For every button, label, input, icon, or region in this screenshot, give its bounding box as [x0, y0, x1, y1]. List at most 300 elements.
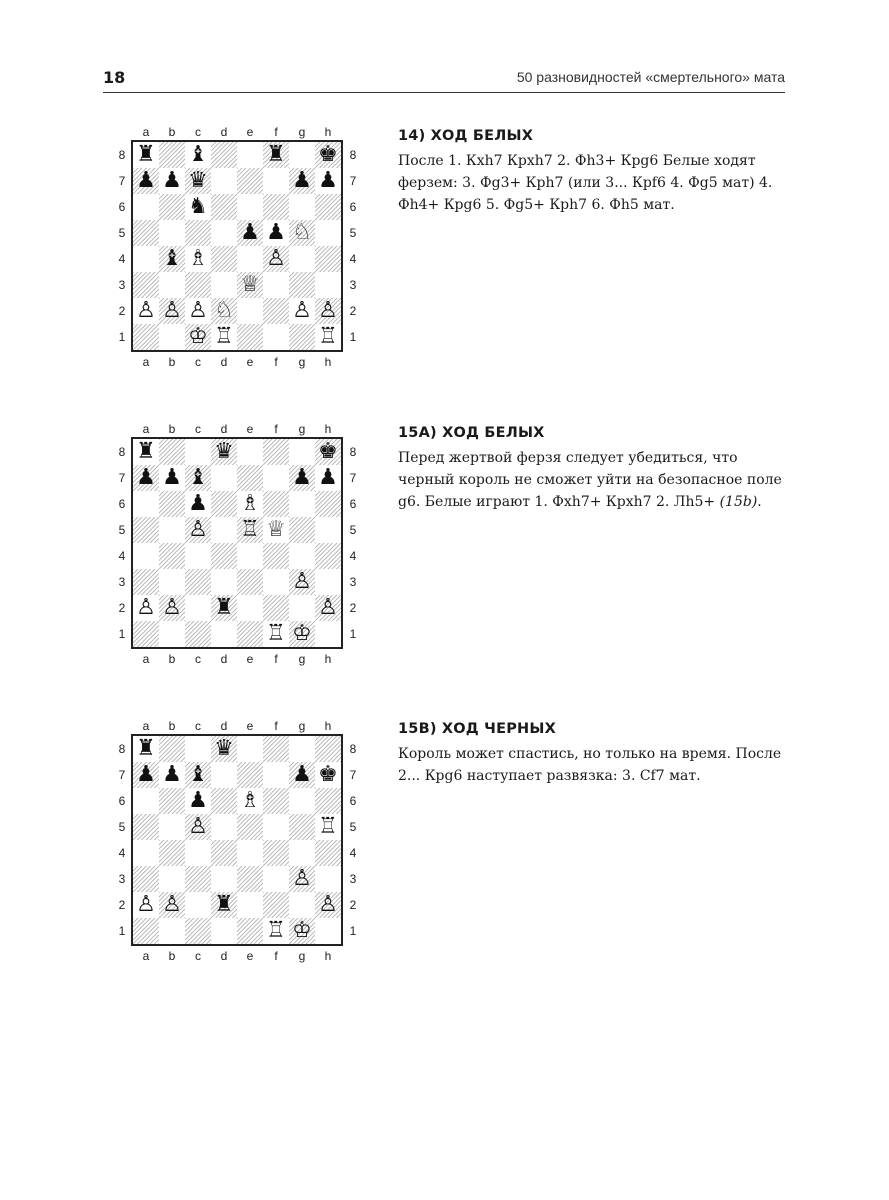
board-square: [211, 621, 237, 647]
chess-piece-icon: ♜: [214, 595, 234, 620]
board-square: [159, 569, 185, 595]
board-square: [211, 892, 237, 918]
board-square: [185, 491, 211, 517]
board-square: [133, 324, 159, 350]
file-label: a: [142, 652, 150, 666]
board-square: [185, 892, 211, 918]
file-label: d: [220, 355, 228, 369]
board-square: [315, 569, 341, 595]
board-square: [289, 142, 315, 168]
rank-label: 5: [118, 820, 126, 834]
chess-piece-icon: ♔: [188, 324, 208, 349]
rank-label: 5: [349, 820, 357, 834]
board-square: [185, 298, 211, 324]
section-14: [398, 128, 784, 216]
file-labels-top: [133, 125, 341, 139]
board-square: [315, 840, 341, 866]
file-label: b: [168, 652, 176, 666]
file-label: h: [324, 949, 332, 963]
chess-piece-icon: ♖: [214, 324, 234, 349]
board-square: [315, 736, 341, 762]
board-square: [185, 168, 211, 194]
file-label: g: [298, 719, 306, 733]
file-label: g: [298, 949, 306, 963]
board-square: [159, 517, 185, 543]
board-square: [289, 272, 315, 298]
chess-piece-icon: ♙: [162, 298, 182, 323]
board-square: [263, 918, 289, 944]
board-square: [133, 517, 159, 543]
board-square: [159, 465, 185, 491]
board-square: [237, 465, 263, 491]
board-square: [237, 298, 263, 324]
board-square: [185, 246, 211, 272]
rank-label: 1: [349, 627, 357, 641]
chess-piece-icon: ♖: [318, 814, 338, 839]
board-square: [133, 142, 159, 168]
rank-label: 2: [118, 601, 126, 615]
board-square: [133, 220, 159, 246]
file-label: b: [168, 949, 176, 963]
file-label: d: [220, 949, 228, 963]
board-square: [185, 595, 211, 621]
chess-piece-icon: ♜: [214, 892, 234, 917]
chess-piece-icon: ♝: [162, 246, 182, 271]
chess-piece-icon: ♟: [240, 220, 260, 245]
board-square: [159, 788, 185, 814]
rank-label: 8: [118, 742, 126, 756]
file-label: g: [298, 355, 306, 369]
board-square: [237, 168, 263, 194]
file-label: c: [195, 719, 201, 733]
board-square: [211, 866, 237, 892]
board-square: [263, 272, 289, 298]
board-square: [315, 142, 341, 168]
board-square: [289, 762, 315, 788]
rank-label: 2: [349, 898, 357, 912]
file-label: g: [298, 652, 306, 666]
rank-label: 7: [349, 471, 357, 485]
board-square: [211, 439, 237, 465]
board-square: [237, 272, 263, 298]
section-text: [398, 447, 784, 513]
file-label: e: [246, 355, 254, 369]
file-label: h: [324, 125, 332, 139]
file-label: e: [246, 719, 254, 733]
board-square: [211, 298, 237, 324]
board-square: [263, 840, 289, 866]
board-square: [211, 736, 237, 762]
board-square: [263, 892, 289, 918]
board-square: [237, 491, 263, 517]
board-square: [237, 621, 263, 647]
board-square: [133, 168, 159, 194]
rank-label: 6: [349, 497, 357, 511]
board-square: [263, 788, 289, 814]
file-label: e: [246, 125, 254, 139]
rank-label: 4: [118, 846, 126, 860]
rank-label: 4: [118, 549, 126, 563]
board-square: [263, 543, 289, 569]
section-text: После 1. Кxh7 Крxh7 2. Фh3+ Крg6 Белые ходят ферзем: 3. Фg3+ Крh7 (или 3... Крf6 4. Фg5 мат) 4. Фh4+ Крg6 5. Фg5+ Крh7 6. Фh5 мат.: [398, 153, 773, 213]
board-square: [133, 439, 159, 465]
chess-piece-icon: ♟: [188, 491, 208, 516]
chess-board: [131, 437, 343, 649]
board-square: [263, 569, 289, 595]
board-square: [159, 840, 185, 866]
chess-piece-icon: ♙: [188, 517, 208, 542]
rank-label: 6: [118, 200, 126, 214]
board-square: [263, 465, 289, 491]
board-square: [237, 892, 263, 918]
board-square: [237, 788, 263, 814]
rank-label: 1: [349, 924, 357, 938]
diagram-reference: (15b): [719, 494, 758, 510]
rank-label: 6: [349, 200, 357, 214]
board-square: [315, 892, 341, 918]
chess-piece-icon: ♟: [136, 762, 156, 787]
board-square: [185, 194, 211, 220]
board-square: [237, 517, 263, 543]
chess-piece-icon: ♟: [162, 762, 182, 787]
rank-label: 3: [349, 278, 357, 292]
board-square: [133, 840, 159, 866]
board-square: [211, 595, 237, 621]
rank-label: 6: [118, 497, 126, 511]
rank-label: 4: [349, 252, 357, 266]
board-square: [211, 762, 237, 788]
board-square: [289, 543, 315, 569]
rank-label: 7: [118, 768, 126, 782]
file-label: h: [324, 355, 332, 369]
board-square: [133, 918, 159, 944]
board-square: [237, 194, 263, 220]
board-square: [289, 621, 315, 647]
chess-piece-icon: ♗: [240, 788, 260, 813]
rank-label: 7: [118, 471, 126, 485]
chess-piece-icon: ♙: [162, 595, 182, 620]
board-square: [185, 324, 211, 350]
chess-piece-icon: ♟: [188, 788, 208, 813]
page-header: [103, 62, 785, 93]
file-label: c: [195, 355, 201, 369]
board-square: [315, 465, 341, 491]
board-square: [159, 298, 185, 324]
board-square: [211, 840, 237, 866]
board-square: [159, 814, 185, 840]
board-square: [263, 142, 289, 168]
board-square: [185, 918, 211, 944]
board-square: [185, 788, 211, 814]
board-square: [185, 517, 211, 543]
chess-piece-icon: ♗: [188, 246, 208, 271]
file-label: h: [324, 719, 332, 733]
board-square: [315, 324, 341, 350]
board-square: [211, 814, 237, 840]
section-15a: [398, 425, 784, 513]
chess-piece-icon: ♚: [318, 439, 338, 464]
page-number: 18: [103, 68, 126, 87]
file-label: d: [220, 125, 228, 139]
board-square: [211, 569, 237, 595]
file-label: f: [274, 355, 278, 369]
rank-label: 1: [349, 330, 357, 344]
board-square: [159, 168, 185, 194]
board-square: [159, 491, 185, 517]
board-square: [133, 595, 159, 621]
chess-piece-icon: ♔: [292, 918, 312, 943]
board-square: [185, 465, 211, 491]
board-square: [237, 543, 263, 569]
board-square: [315, 298, 341, 324]
board-square: [185, 866, 211, 892]
board-square: [263, 439, 289, 465]
board-square: [133, 866, 159, 892]
section-text-main: Перед жертвой ферзя следует убедиться, что черный король не сможет уйти на безопасное поле g6. Белые играют 1. Фxh7+ Крxh7 2. Лh5+: [398, 450, 782, 510]
board-square: [159, 595, 185, 621]
board-square: [185, 840, 211, 866]
board-square: [263, 866, 289, 892]
file-label: a: [142, 422, 150, 436]
rank-labels-right: [345, 736, 361, 944]
section-15b: [398, 721, 784, 787]
board-square: [133, 736, 159, 762]
board-square: [289, 814, 315, 840]
board-square: [263, 220, 289, 246]
board-square: [133, 814, 159, 840]
file-label: f: [274, 719, 278, 733]
board-square: [211, 918, 237, 944]
chess-piece-icon: ♙: [318, 298, 338, 323]
board-square: [159, 272, 185, 298]
board-square: [315, 194, 341, 220]
board-square: [315, 762, 341, 788]
rank-label: 4: [349, 549, 357, 563]
chess-piece-icon: ♕: [240, 272, 260, 297]
chess-piece-icon: ♜: [266, 142, 286, 167]
rank-label: 8: [349, 742, 357, 756]
board-square: [315, 220, 341, 246]
board-square: [237, 918, 263, 944]
rank-label: 3: [118, 575, 126, 589]
board-square: [185, 621, 211, 647]
rank-label: 7: [349, 768, 357, 782]
board-square: [315, 621, 341, 647]
board-square: [133, 194, 159, 220]
rank-label: 2: [118, 898, 126, 912]
rank-labels-right: [345, 142, 361, 350]
chess-piece-icon: ♙: [136, 298, 156, 323]
board-square: [289, 439, 315, 465]
file-label: f: [274, 652, 278, 666]
chess-piece-icon: ♛: [214, 736, 234, 761]
board-square: [289, 220, 315, 246]
board-square: [263, 298, 289, 324]
board-square: [211, 194, 237, 220]
board-square: [133, 762, 159, 788]
chess-piece-icon: ♖: [240, 517, 260, 542]
rank-label: 7: [118, 174, 126, 188]
file-labels-bottom: [133, 949, 341, 963]
file-label: c: [195, 652, 201, 666]
section-text: Король может спастись, но только на время. После 2... Крg6 наступает развязка: 3. Cf7 мат.: [398, 746, 782, 784]
board-square: [315, 814, 341, 840]
board-square: [289, 892, 315, 918]
board-square: [263, 814, 289, 840]
board-square: [237, 439, 263, 465]
rank-label: 7: [349, 174, 357, 188]
board-square: [315, 517, 341, 543]
board-square: [133, 272, 159, 298]
board-square: [263, 324, 289, 350]
rank-label: 3: [118, 278, 126, 292]
board-square: [237, 736, 263, 762]
chess-board: [131, 734, 343, 946]
chess-piece-icon: ♙: [292, 298, 312, 323]
file-label: d: [220, 422, 228, 436]
board-square: [289, 517, 315, 543]
file-label: g: [298, 125, 306, 139]
board-square: [211, 246, 237, 272]
file-labels-bottom: [133, 355, 341, 369]
chess-piece-icon: ♟: [318, 465, 338, 490]
chess-piece-icon: ♛: [214, 439, 234, 464]
chess-piece-icon: ♜: [136, 439, 156, 464]
board-square: [289, 569, 315, 595]
rank-label: 1: [118, 330, 126, 344]
board-square: [133, 788, 159, 814]
board-square: [315, 918, 341, 944]
chess-piece-icon: ♙: [136, 892, 156, 917]
file-label: f: [274, 125, 278, 139]
board-square: [185, 569, 211, 595]
board-square: [159, 866, 185, 892]
board-square: [237, 762, 263, 788]
rank-label: 6: [349, 794, 357, 808]
file-label: c: [195, 422, 201, 436]
board-square: [289, 168, 315, 194]
board-square: [237, 840, 263, 866]
board-square: [289, 194, 315, 220]
chess-piece-icon: ♙: [162, 892, 182, 917]
rank-label: 2: [118, 304, 126, 318]
chess-piece-icon: ♝: [188, 142, 208, 167]
rank-label: 8: [118, 148, 126, 162]
section-heading: 15B) ХОД ЧЕРНЫХ: [398, 721, 556, 737]
chess-piece-icon: ♙: [188, 814, 208, 839]
board-square: [289, 246, 315, 272]
board-square: [289, 324, 315, 350]
chess-diagram-15a: [112, 422, 362, 667]
rank-label: 3: [118, 872, 126, 886]
chess-piece-icon: ♘: [214, 298, 234, 323]
chess-piece-icon: ♜: [136, 736, 156, 761]
board-square: [185, 272, 211, 298]
chess-piece-icon: ♚: [318, 762, 338, 787]
board-square: [211, 220, 237, 246]
section-heading: 15A) ХОД БЕЛЫХ: [398, 425, 545, 441]
file-label: g: [298, 422, 306, 436]
rank-labels-left: [114, 736, 130, 944]
board-square: [237, 324, 263, 350]
board-square: [185, 439, 211, 465]
chess-piece-icon: ♙: [318, 595, 338, 620]
board-square: [315, 866, 341, 892]
board-square: [211, 465, 237, 491]
board-square: [185, 736, 211, 762]
board-square: [315, 595, 341, 621]
board-square: [289, 840, 315, 866]
board-square: [159, 142, 185, 168]
chess-piece-icon: ♖: [266, 621, 286, 646]
file-label: f: [274, 422, 278, 436]
rank-label: 1: [118, 924, 126, 938]
board-square: [159, 918, 185, 944]
board-square: [133, 569, 159, 595]
board-square: [159, 220, 185, 246]
file-label: h: [324, 422, 332, 436]
board-square: [289, 918, 315, 944]
chess-piece-icon: ♙: [292, 569, 312, 594]
file-label: b: [168, 355, 176, 369]
file-label: a: [142, 949, 150, 963]
chess-piece-icon: ♚: [318, 142, 338, 167]
file-label: d: [220, 719, 228, 733]
board-square: [237, 142, 263, 168]
chess-piece-icon: ♛: [188, 168, 208, 193]
chess-piece-icon: ♟: [162, 168, 182, 193]
board-square: [159, 439, 185, 465]
rank-labels-right: [345, 439, 361, 647]
file-label: e: [246, 422, 254, 436]
file-label: f: [274, 949, 278, 963]
board-square: [289, 491, 315, 517]
rank-label: 8: [118, 445, 126, 459]
board-square: [211, 788, 237, 814]
board-square: [263, 246, 289, 272]
board-square: [185, 220, 211, 246]
chess-piece-icon: ♗: [240, 491, 260, 516]
board-square: [315, 168, 341, 194]
file-label: b: [168, 125, 176, 139]
board-square: [237, 220, 263, 246]
chess-piece-icon: ♖: [318, 324, 338, 349]
board-square: [263, 491, 289, 517]
board-square: [289, 595, 315, 621]
rank-label: 8: [349, 445, 357, 459]
file-label: c: [195, 949, 201, 963]
rank-label: 8: [349, 148, 357, 162]
file-label: h: [324, 652, 332, 666]
file-labels-bottom: [133, 652, 341, 666]
board-square: [133, 298, 159, 324]
board-square: [237, 595, 263, 621]
section-heading: 14) ХОД БЕЛЫХ: [398, 128, 534, 144]
board-square: [315, 272, 341, 298]
board-square: [133, 543, 159, 569]
chess-piece-icon: ♙: [292, 866, 312, 891]
file-labels-top: [133, 422, 341, 436]
board-square: [263, 621, 289, 647]
board-square: [211, 272, 237, 298]
chess-piece-icon: ♟: [136, 168, 156, 193]
chess-piece-icon: ♝: [188, 465, 208, 490]
file-label: c: [195, 125, 201, 139]
chess-piece-icon: ♔: [292, 621, 312, 646]
board-square: [263, 517, 289, 543]
board-square: [263, 736, 289, 762]
file-label: b: [168, 422, 176, 436]
